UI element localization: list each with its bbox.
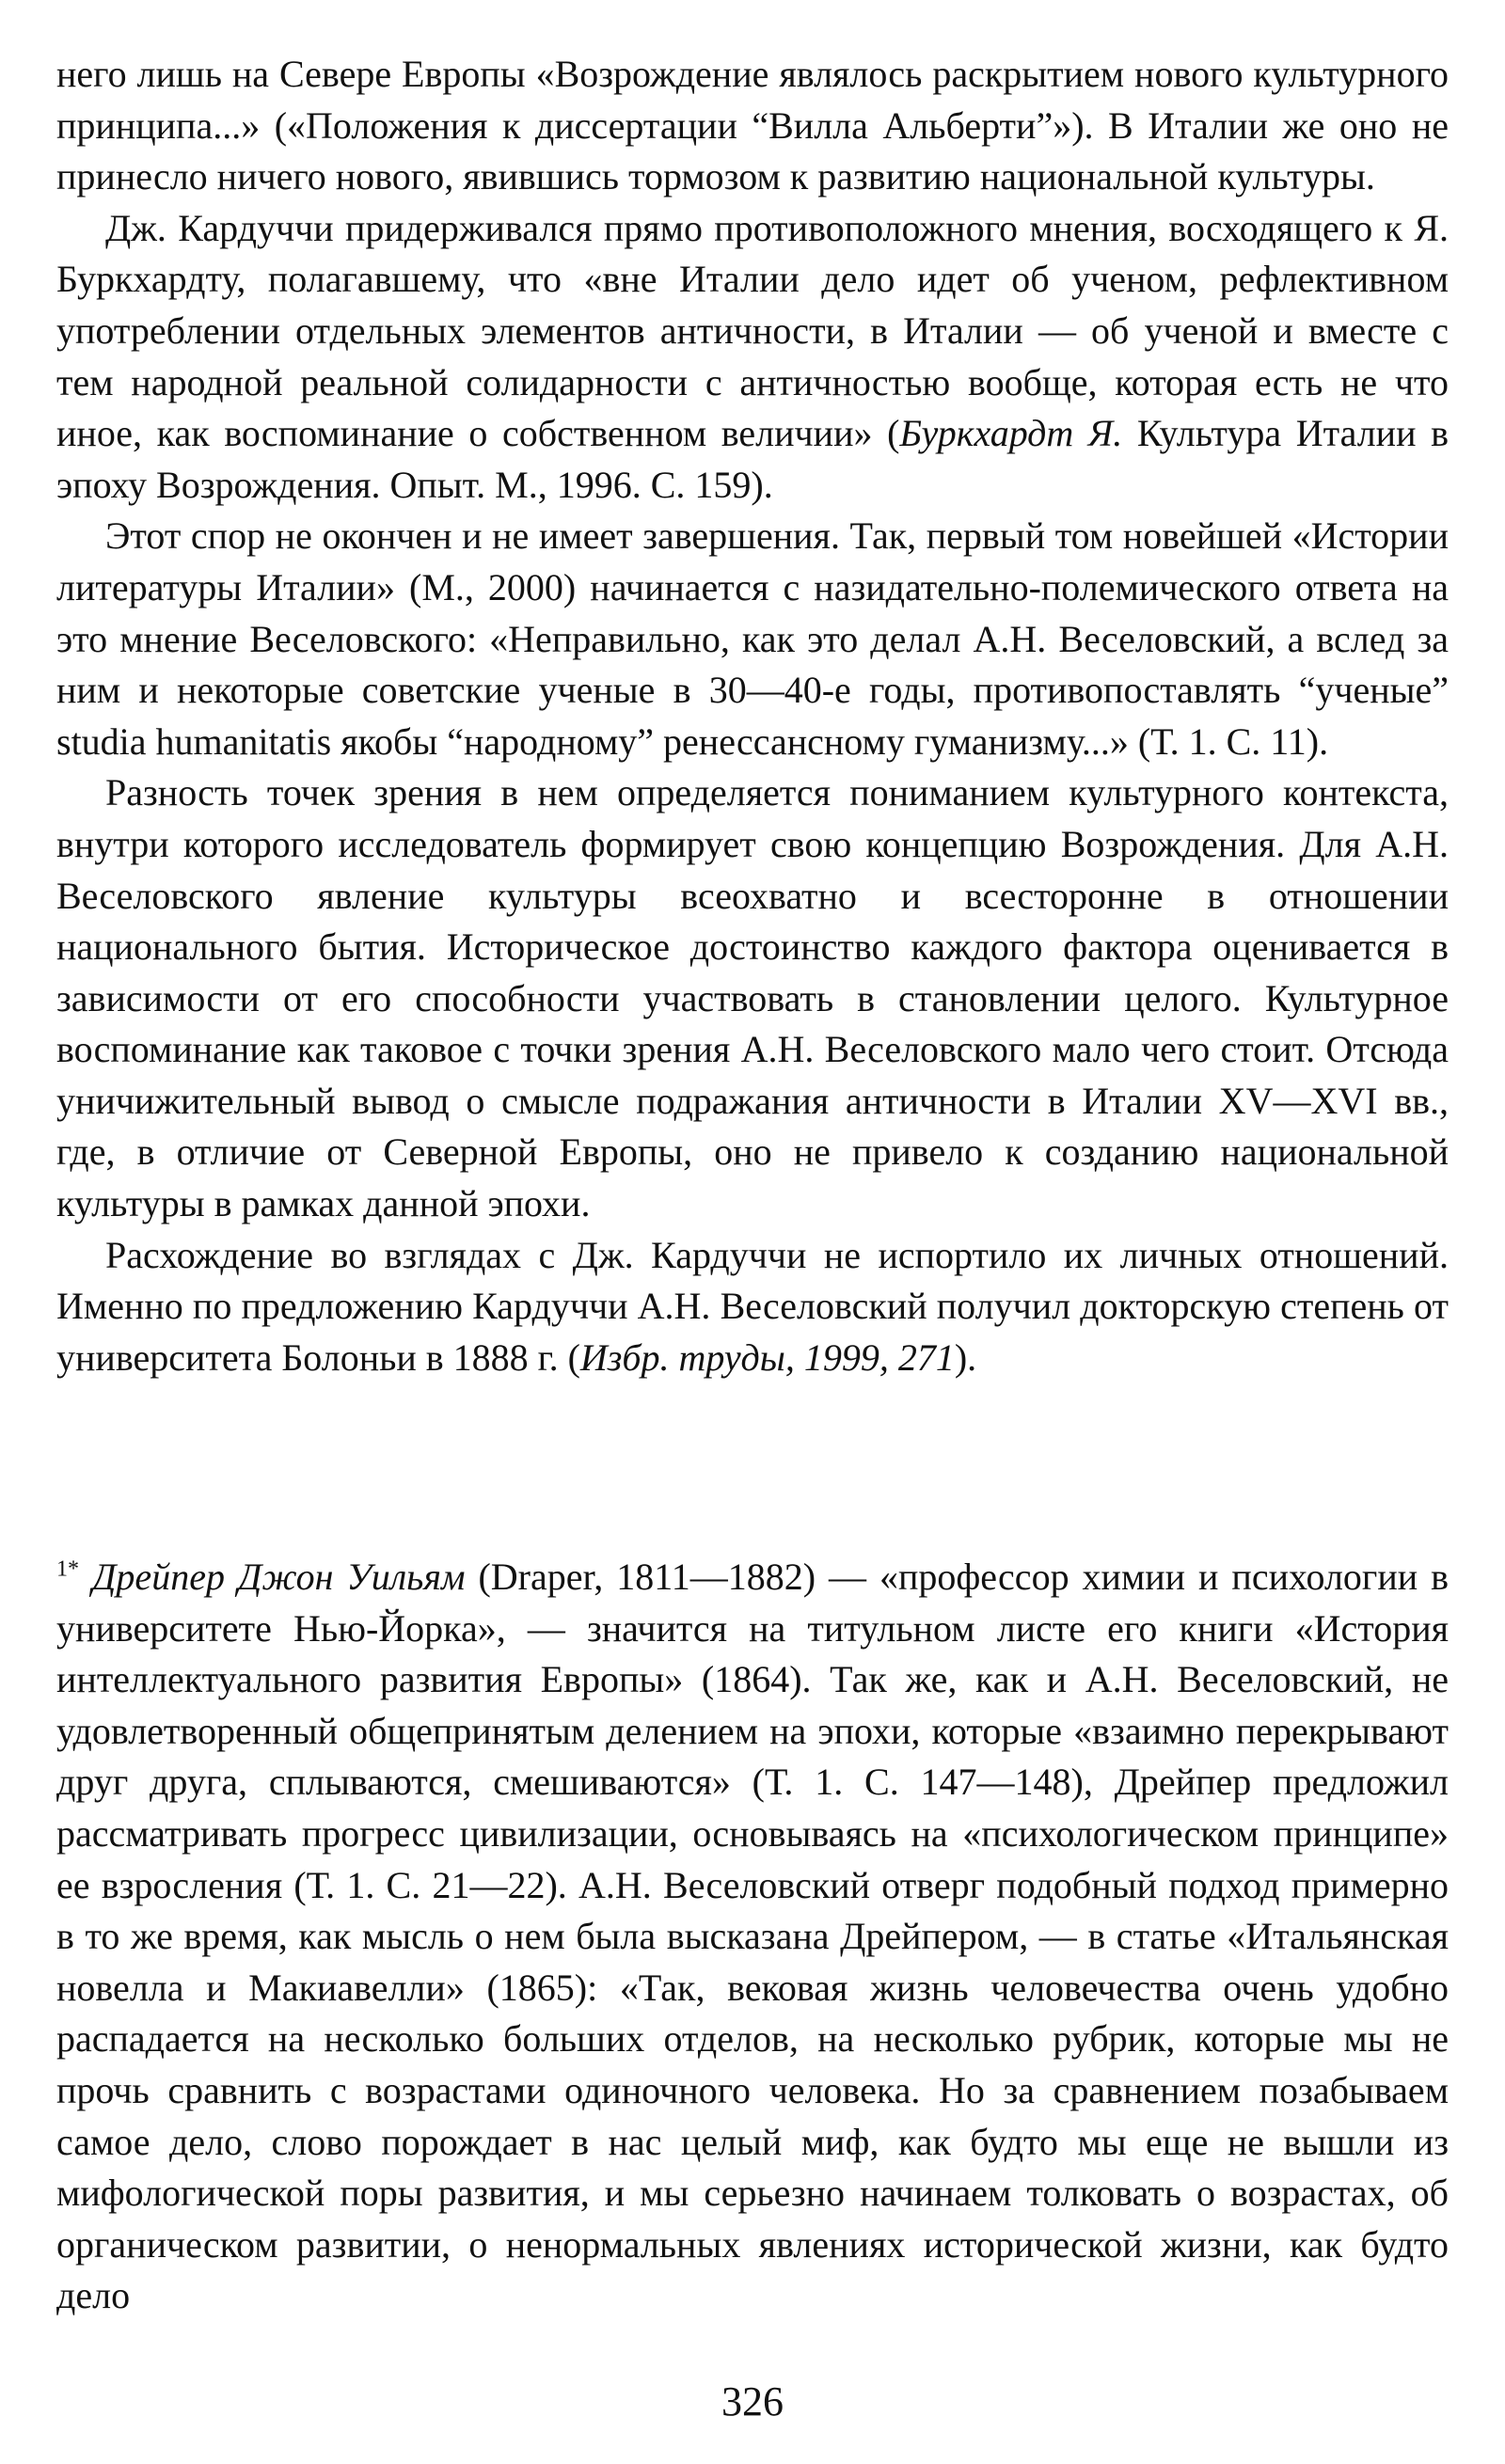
paragraph-2: Дж. Кардуччи придерживался прямо противоположного мнения, восходящего к Я. Буркхардту, полагавшему, что «вне Италии дело идет об ученом, рефлективном употреблении отдельных элементов античности, в Италии — об ученой и вместе с тем народной реальной солидарности с античностью вообще, которая есть не что иное, как воспоминание о собственном величии» (Буркхардт Я. Культура Италии в эпоху Возрождения. Опыт. М., 1996. С. 159).	[56, 206, 1450, 506]
citation-author: Буркхардт Я.	[899, 412, 1123, 455]
footnote-text	[56, 1552, 1449, 2322]
paragraph-4: Разность точек зрения в нем определяется пониманием культурного контекста, внутри которого исследователь формирует свою концепцию Возрождения. Для А.Н. Веселовского явление культуры всеохватно и всесторонне в отношении национального бытия. Историческое достоинство каждого фактора оценивается в зависимости от его способности участвовать в становлении целого. Культурное воспоминание как таковое с точки зрения А.Н. Веселовского мало чего стоит. Отсюда уничижительный вывод о смысле подражания античности в Италии XV—XVI вв., где, в отличие от Северной Европы, оно не привело к созданию национальной культуры в рамках данной эпохи.	[56, 771, 1449, 1225]
paragraph-3: Этот спор не окончен и не имеет завершения. Так, первый том новейшей «Истории литературы Италии» (М., 2000) начинается с назидательно-полемического ответа на это мнение Веселовского: «Неправильно, как это делал А.Н. Веселовский, а вслед за ним и некоторые советские ученые в 30—40-е годы, противопоставлять “ученые” studia humanitatis якобы “народному” ренессансному гуманизму...» (Т. 1. С. 11).	[56, 514, 1449, 763]
main-text	[56, 49, 1449, 1383]
paragraph-5: Расхождение во взглядах с Дж. Кардуччи не испортило их личных отношений. Именно по предложению Кардуччи А.Н. Веселовский получил докторскую степень от университета Болоньи в 1888 г. (Избр. труды, 1999, 271).	[56, 1233, 1449, 1379]
footnote-name: Дрейпер Джон Уильям	[91, 1556, 466, 1598]
footnote	[56, 1552, 1449, 2322]
footnote-marker: 1*	[56, 1556, 79, 1582]
page-number: 326	[721, 2378, 784, 2425]
citation-reference: Избр. труды, 1999, 271	[579, 1335, 955, 1379]
footnote-body: (Draper, 1811—1882) — «профессор химии и психологии в университете Нью-Йорка», — значится на титульном листе его книги «История интеллектуального развития Европы» (1864). Так же, как и А.Н. Веселовский, не удовлетворенный общепринятым делением на эпохи, которые «взаимно перекрывают друг друга, сплываются, смешиваются» (Т. 1. С. 147—148), Дрейпер предложил рассматривать прогресс цивилизации, основываясь на «психологическом принципе» ее взросления (Т. 1. С. 21—22). А.Н. Веселовский отверг подобный подход примерно в то же время, как мысль о нем была высказана Дрейпером, — в статье «Итальянская новелла и Макиавелли» (1865): «Так, вековая жизнь человечества очень удобно распадается на несколько больших отделов, на несколько рубрик, которые мы не прочь сравнить с возрастами одиночного человека. Но за сравнением позабываем самое дело, слово порождает в нас целый миф, как будто мы еще не вышли из мифологической поры развития, и мы серьезно начинаем толковать о возрастах, об органическом развитии, о ненормальных явлениях исторической жизни, как будто дело	[56, 1556, 1449, 2317]
paragraph-1: него лишь на Севере Европы «Возрождение являлось раскрытием нового культурного принципа...» («Положения к диссертации “Вилла Альберти”»). В Италии же оно не принесло ничего нового, явившись тормозом к развитию национальной культуры.	[56, 53, 1449, 198]
